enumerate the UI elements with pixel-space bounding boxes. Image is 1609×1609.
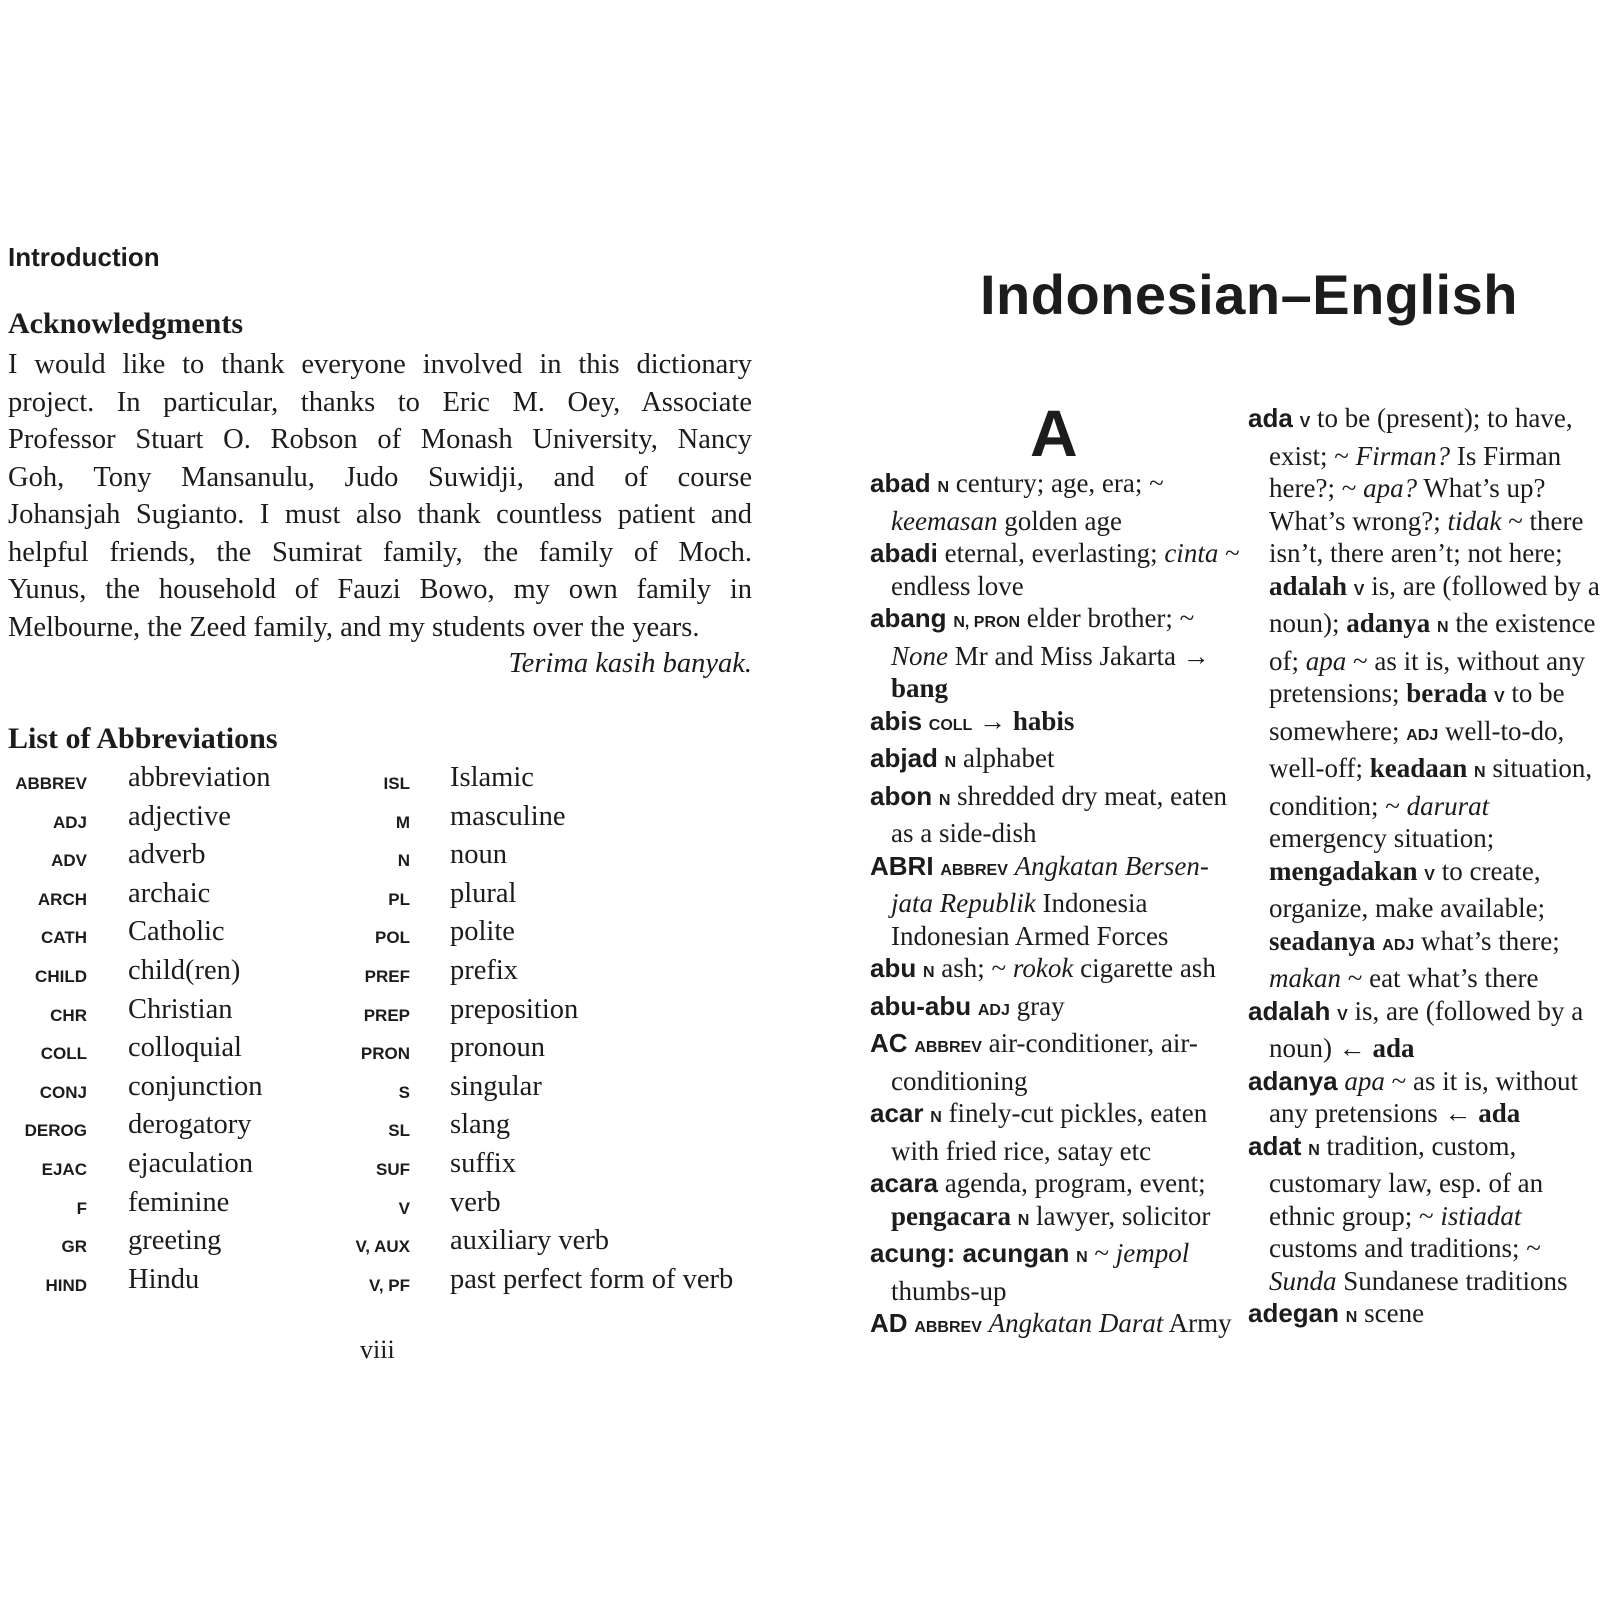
part-of-speech-label: ABBREV: [914, 1039, 982, 1056]
entry-text: cigarette ash: [1073, 953, 1216, 983]
example-phrase: jempol: [1115, 1238, 1190, 1268]
part-of-speech-label: V: [1424, 866, 1435, 884]
abbreviation-code: POL: [375, 928, 410, 948]
acknowledgments-line: helpful friends, the Sumirat family, the family of Moch.: [8, 536, 752, 568]
entry-text: ~: [1087, 1238, 1116, 1268]
entry-text: air-conditioner, air-conditioning: [891, 1028, 1198, 1096]
example-phrase: apa?: [1363, 473, 1418, 503]
abbreviation-meaning: suffix: [450, 1148, 516, 1179]
entry-text: gray: [1009, 990, 1065, 1021]
abbreviation-code: SL: [388, 1121, 410, 1141]
entry-text: customs and traditions; ~: [1269, 1233, 1541, 1263]
dictionary-entry: [1248, 1065, 1608, 1130]
acknowledgments-heading: Acknowledgments: [8, 307, 244, 340]
abbreviation-code: PREF: [364, 967, 410, 986]
part-of-speech-label: V: [1353, 581, 1365, 599]
entry-text: [1011, 1201, 1018, 1231]
entry-text: alphabet: [956, 743, 1055, 773]
acknowledgments-line: Goh, Tony Mansanulu, Judo Suwidji, and of course: [8, 461, 752, 493]
example-phrase: cinta: [1164, 538, 1219, 568]
abbreviation-code: N: [397, 851, 410, 871]
section-letter: A: [1030, 396, 1078, 470]
entry-headword: acar: [870, 1098, 924, 1128]
acknowledgments-body: [8, 346, 752, 646]
part-of-speech-label: N: [922, 964, 935, 981]
part-of-speech-label: N: [937, 479, 949, 496]
part-of-speech-label: N: [1474, 764, 1486, 781]
part-of-speech-label: N: [1437, 619, 1449, 636]
abbreviation-code: F: [76, 1198, 87, 1218]
part-of-speech-label: N: [938, 791, 951, 809]
part-of-speech-label: ADJ: [1382, 936, 1415, 954]
entry-headword: abis: [870, 705, 923, 736]
entry-text: what’s there;: [1414, 925, 1560, 956]
part-of-speech-label: V: [1337, 1006, 1348, 1024]
dictionary-entry: [1248, 1130, 1608, 1298]
entry-headword: abjad: [870, 743, 938, 773]
entry-text: [1347, 571, 1354, 601]
abbreviation-code: CATH: [41, 928, 87, 948]
acknowledgments-line: Johansjah Sugianto. I must also thank countless patient and: [8, 499, 752, 530]
abbreviation-meaning: derogatory: [128, 1109, 252, 1141]
entry-text: What’s up? What’s wrong?;: [1269, 473, 1546, 536]
entry-text: [916, 953, 923, 983]
entry-headword: abang: [870, 603, 947, 633]
entry-text: ash; ~: [934, 953, 1013, 983]
abbreviation-meaning: adjective: [128, 800, 231, 832]
part-of-speech-label: ADJ: [1406, 726, 1439, 744]
cross-reference: mengadakan: [1269, 855, 1418, 886]
dictionary-entry: [1248, 402, 1608, 995]
abbreviation-meaning: Hindu: [128, 1263, 200, 1295]
entry-text: scene: [1357, 1298, 1425, 1328]
abbreviation-code: ADJ: [52, 812, 87, 832]
cross-reference: → bang: [891, 640, 1210, 703]
entry-text: elder brother; ~: [1020, 603, 1195, 633]
entry-text: to be somewhere;: [1269, 678, 1565, 746]
entry-headword: ABRI: [870, 850, 934, 881]
entry-text: [938, 743, 945, 773]
abbreviation-code: ISL: [383, 774, 410, 793]
part-of-speech-label: ADJ: [977, 1001, 1010, 1019]
entry-text: well-to-do, well-off;: [1269, 715, 1565, 783]
abbreviation-meaning: adverb: [128, 839, 206, 871]
acknowledgments-line: Yunus, the household of Fauzi Bowo, my own family in: [8, 574, 752, 605]
acknowledgments-line: I would like to thank everyone involved in this dictionary: [8, 349, 752, 380]
abbreviation-code: CONJ: [39, 1082, 87, 1102]
dictionary-entry: [870, 537, 1250, 602]
entry-text: [1008, 851, 1015, 881]
abbreviation-meaning: Islamic: [450, 762, 534, 793]
abbreviation-meaning: colloquial: [128, 1032, 242, 1064]
example-phrase: Angkatan Darat: [988, 1308, 1164, 1338]
abbreviation-code: COLL: [40, 1044, 87, 1064]
entry-text: tradition, custom, customary law, esp. of an ethnic group; ~: [1269, 1130, 1544, 1231]
entry-headword: abadi: [870, 538, 938, 568]
entry-text: situation, condition; ~: [1269, 753, 1593, 821]
abbreviation-meaning: auxiliary verb: [450, 1225, 610, 1257]
example-phrase: None: [891, 640, 948, 671]
abbreviation-meaning: past perfect form of verb: [450, 1263, 734, 1295]
dictionary-entry: [870, 602, 1250, 705]
entry-text: [932, 781, 939, 811]
cross-reference: berada: [1406, 678, 1488, 708]
abbreviation-code: S: [398, 1082, 410, 1102]
abbreviation-code: ABBREV: [15, 774, 87, 793]
abbreviation-code: SUF: [376, 1160, 410, 1179]
acknowledgments-line: project. In particular, thanks to Eric M. Oey, Associate: [8, 386, 752, 418]
abbreviation-meaning: archaic: [128, 877, 211, 909]
entry-headword: adegan: [1248, 1298, 1340, 1328]
entry-text: ~ endless love: [891, 538, 1240, 601]
abbreviation-meaning: child(ren): [128, 955, 241, 986]
entry-text: [1339, 1298, 1346, 1328]
part-of-speech-label: V: [1493, 689, 1505, 706]
dictionary-entry: [1248, 995, 1608, 1065]
entry-text: to be (present); to have, exist; ~: [1269, 403, 1573, 471]
entry-text: [1293, 403, 1300, 433]
entry-text: thumbs-up: [891, 1275, 1007, 1306]
cross-reference: adalah: [1269, 570, 1348, 601]
entry-text: Is Firman here?; ~: [1269, 440, 1562, 503]
abbreviation-meaning: feminine: [128, 1186, 230, 1218]
abbreviation-code: ADV: [51, 851, 87, 871]
entry-text: century; age, era; ~: [949, 468, 1164, 498]
part-of-speech-label: N: [1308, 1141, 1320, 1159]
abbreviation-meaning: greeting: [128, 1225, 222, 1257]
example-phrase: makan: [1269, 963, 1341, 993]
part-of-speech-label: N: [1345, 1309, 1358, 1326]
dictionary-entry: [870, 1097, 1250, 1167]
abbreviation-meaning: conjunction: [128, 1070, 263, 1102]
entry-text: lawyer, solicitor: [1029, 1200, 1211, 1231]
entry-text: [922, 706, 929, 736]
entry-text: Indonesia Indonesian Armed Forces: [891, 888, 1169, 951]
acknowledgments-line: Melbourne, the Zeed family, and my students over the years.: [8, 611, 700, 643]
entry-text: to create, organize, make available;: [1269, 855, 1546, 923]
entry-text: ~ as it is, without any pretensions: [1269, 1065, 1578, 1128]
dictionary-title: Indonesian–English: [980, 263, 1518, 326]
dictionary-entry: [870, 952, 1250, 990]
example-phrase: Firman?: [1355, 440, 1451, 471]
section-label: Introduction: [8, 242, 160, 272]
entry-headword: abu-abu: [870, 990, 972, 1021]
abbreviation-code: V, AUX: [355, 1237, 410, 1257]
abbreviation-meaning: polite: [450, 916, 515, 948]
entry-text: Mr and Miss Jakarta: [948, 640, 1183, 671]
entry-text: shredded dry meat, eaten as a side-dish: [891, 780, 1228, 848]
dictionary-entry: [870, 705, 1250, 743]
example-phrase: tidak: [1447, 505, 1502, 536]
example-phrase: apa: [1305, 645, 1347, 676]
entry-text: eternal, everlasting;: [937, 538, 1165, 568]
part-of-speech-label: N: [1017, 1211, 1030, 1229]
entry-text: [1487, 678, 1494, 708]
entry-text: emergency situation;: [1269, 823, 1495, 853]
abbreviation-meaning: noun: [450, 839, 507, 871]
part-of-speech-label: N, PRON: [953, 614, 1020, 631]
example-phrase: rokok: [1012, 953, 1074, 983]
entry-text: is, are (followed by a noun);: [1269, 570, 1600, 638]
dictionary-column-left: [870, 467, 1250, 1345]
abbreviation-meaning: Catholic: [128, 916, 225, 948]
abbreviation-code: PRON: [360, 1044, 410, 1064]
abbreviation-code: GR: [61, 1237, 87, 1257]
part-of-speech-label: ABBREV: [940, 861, 1008, 879]
entry-text: ~ as it is, without any pretensions;: [1269, 645, 1586, 708]
abbreviation-meaning: preposition: [450, 993, 579, 1025]
cross-reference: → habis: [979, 705, 1075, 736]
acknowledgments-line: Professor Stuart O. Robson of Monash University, Nancy: [8, 424, 752, 455]
cross-reference: pengacara: [891, 1200, 1011, 1231]
example-phrase: istiadat: [1440, 1200, 1522, 1231]
example-phrase: Angkatan Bersen-jata Republik: [891, 850, 1209, 918]
part-of-speech-label: N: [1076, 1249, 1088, 1266]
abbreviation-code: ARCH: [37, 889, 87, 909]
dictionary-entry: [870, 1237, 1250, 1307]
cross-reference: keadaan: [1369, 753, 1468, 783]
abbreviation-meaning: masculine: [450, 800, 566, 832]
acknowledgments-signoff: Terima kasih banyak.: [508, 648, 752, 679]
entry-text: [971, 991, 978, 1021]
example-phrase: apa: [1344, 1065, 1385, 1096]
abbreviation-meaning: ejaculation: [128, 1148, 254, 1179]
abbreviation-meaning: prefix: [450, 955, 519, 986]
entry-headword: AD: [870, 1308, 908, 1338]
abbreviation-code: M: [395, 812, 410, 832]
entry-text: agenda, program, event;: [937, 1168, 1206, 1198]
abbreviation-code: DEROG: [24, 1121, 87, 1141]
part-of-speech-label: N: [944, 754, 957, 771]
cross-reference: seadanya: [1269, 925, 1376, 956]
dictionary-column-right: [1248, 402, 1608, 1335]
entry-text: [982, 1308, 989, 1338]
dictionary-entry: [870, 780, 1250, 850]
example-phrase: Sunda: [1269, 1265, 1337, 1296]
entry-headword: abu: [870, 953, 917, 983]
abbreviation-meaning: Christian: [128, 993, 233, 1025]
abbreviation-code: PL: [388, 889, 410, 909]
page-number: viii: [360, 1335, 395, 1364]
entry-headword: adat: [1248, 1130, 1302, 1161]
example-phrase: darurat: [1406, 790, 1490, 821]
dictionary-entry: [870, 1027, 1250, 1097]
cross-reference: ← ada: [1444, 1098, 1521, 1128]
cross-reference: ← ada: [1338, 1033, 1415, 1063]
entry-headword: abad: [870, 468, 931, 498]
abbreviation-code: CHR: [50, 1005, 87, 1025]
entry-text: golden age: [997, 505, 1122, 536]
abbreviation-meaning: singular: [450, 1070, 542, 1102]
entry-text: is, are (followed by a noun): [1269, 995, 1584, 1063]
entry-text: ~ there isn’t, there aren’t; not here;: [1269, 505, 1584, 568]
entry-headword: ada: [1248, 403, 1293, 433]
dictionary-entry: [1248, 1297, 1608, 1335]
abbreviation-code: V, PF: [369, 1275, 410, 1295]
abbreviation-code: PREP: [363, 1005, 410, 1025]
entry-text: Sundanese traditions: [1336, 1265, 1568, 1296]
cross-reference: adanya: [1346, 608, 1431, 638]
abbreviation-meaning: verb: [450, 1186, 501, 1218]
part-of-speech-label: N: [930, 1109, 942, 1126]
entry-text: Army: [1163, 1308, 1232, 1338]
entry-headword: abon: [870, 780, 933, 811]
abbreviations-heading: List of Abbreviations: [8, 722, 278, 755]
entry-headword: acung: acungan: [870, 1238, 1070, 1268]
entry-text: the existence of;: [1269, 608, 1596, 676]
dictionary-entry: [870, 742, 1250, 780]
dictionary-entry: [870, 850, 1250, 953]
entry-headword: acara: [870, 1168, 938, 1198]
dictionary-entry: [870, 990, 1250, 1028]
dictionary-entry: [870, 1167, 1250, 1237]
dictionary-entry: [870, 467, 1250, 537]
part-of-speech-label: V: [1299, 414, 1311, 431]
abbreviation-meaning: abbreviation: [128, 762, 271, 793]
abbreviation-meaning: pronoun: [450, 1032, 545, 1064]
part-of-speech-label: COLL: [928, 716, 973, 734]
abbreviation-meaning: slang: [450, 1109, 511, 1141]
abbreviation-code: HIND: [45, 1275, 87, 1295]
part-of-speech-label: ABBREV: [914, 1319, 982, 1336]
example-phrase: keemasan: [891, 505, 998, 536]
dictionary-entry: [870, 1307, 1250, 1345]
entry-text: ~ eat what’s there: [1340, 963, 1539, 993]
abbreviation-meaning: plural: [450, 877, 517, 909]
abbreviation-code: EJAC: [41, 1160, 87, 1179]
abbreviation-code: V: [398, 1198, 410, 1218]
entry-headword: adanya: [1248, 1065, 1338, 1096]
entry-text: finely-cut pickles, eaten with fried rice, satay etc: [891, 1098, 1208, 1166]
abbreviation-code: CHILD: [35, 967, 87, 986]
entry-headword: adalah: [1248, 995, 1331, 1026]
entry-headword: AC: [870, 1028, 908, 1058]
